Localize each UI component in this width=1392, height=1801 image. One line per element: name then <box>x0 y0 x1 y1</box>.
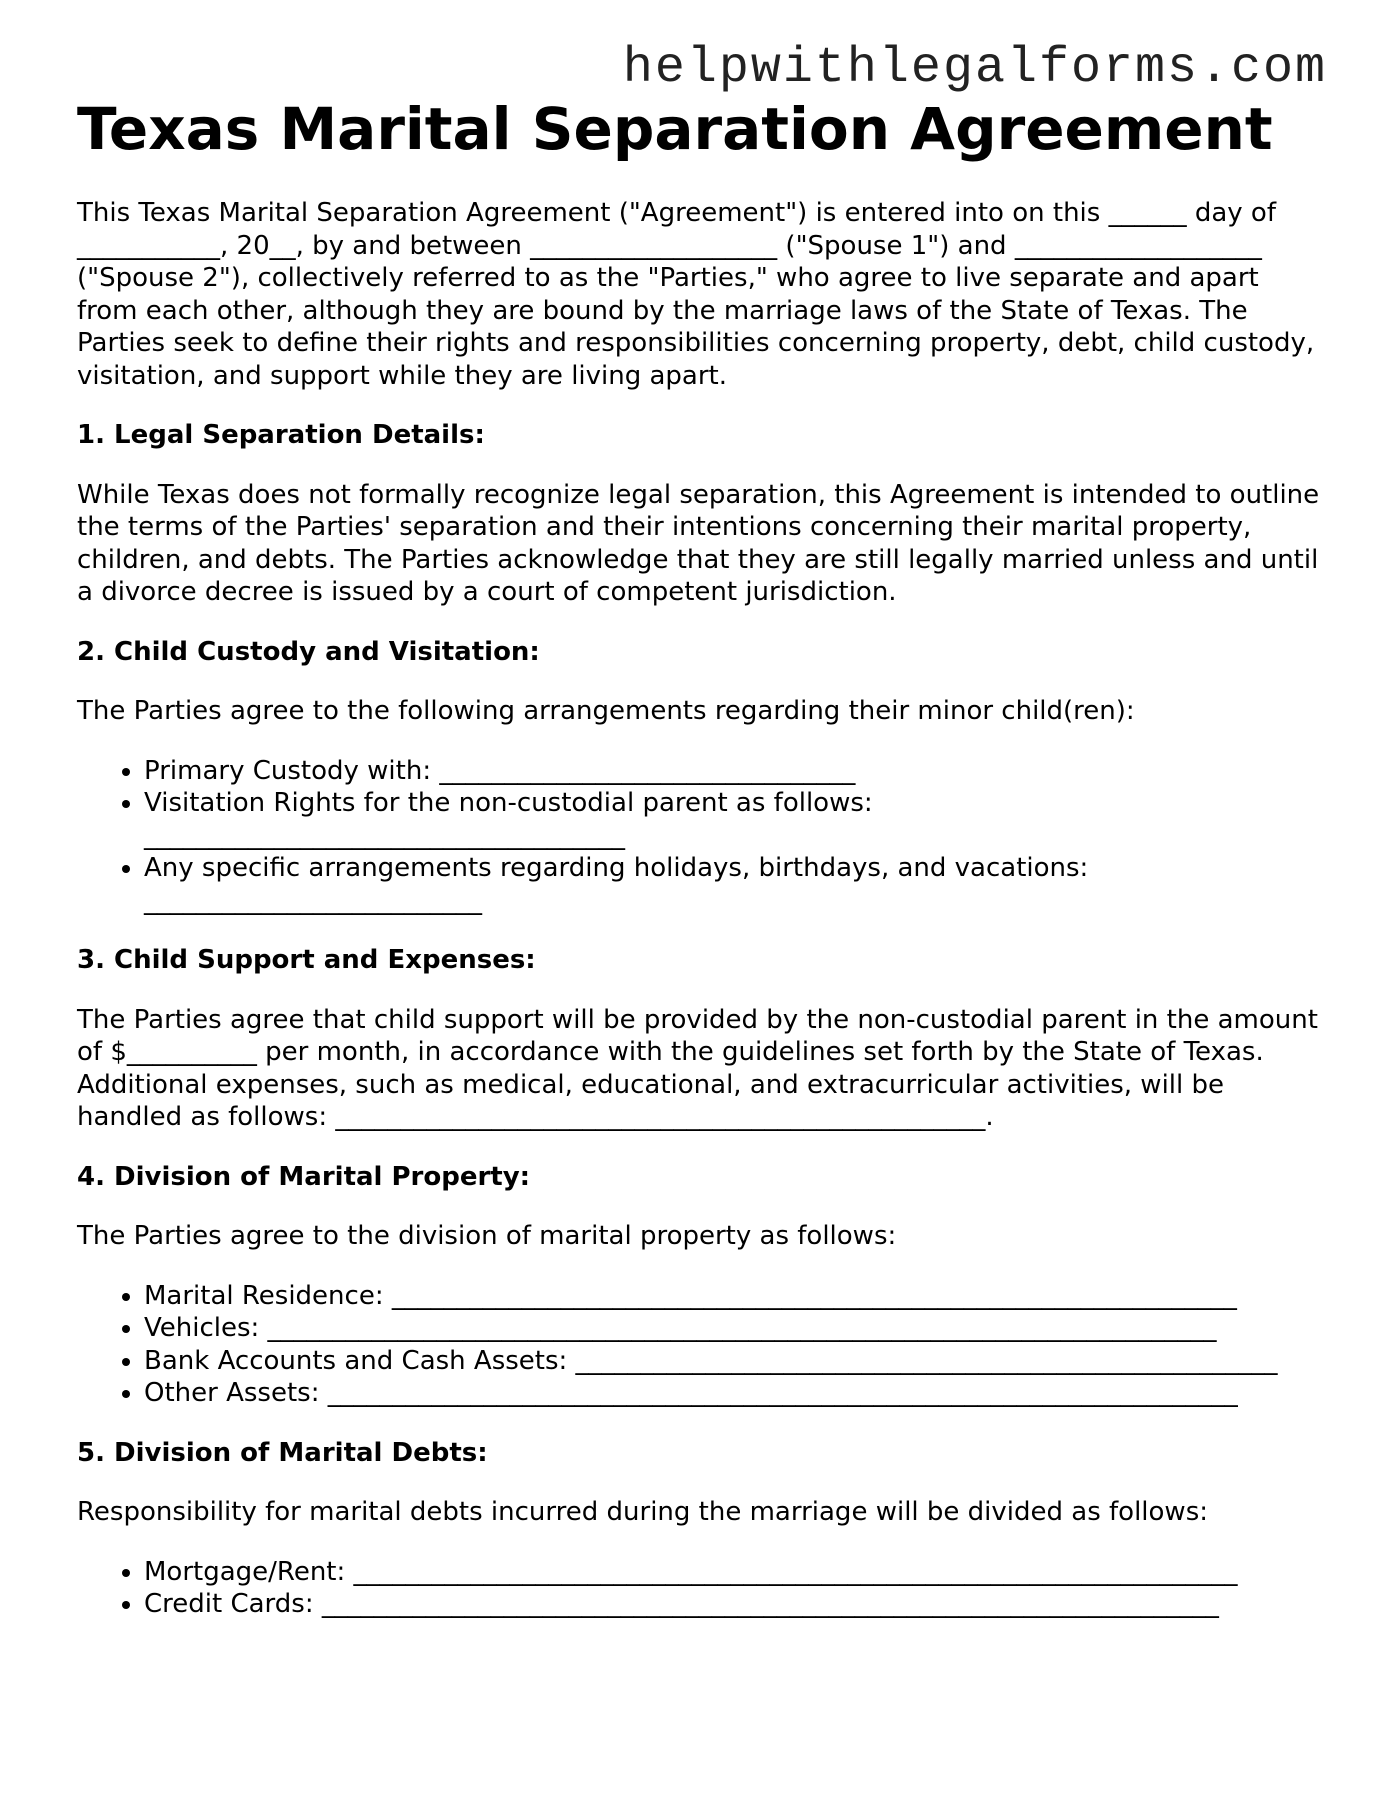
section-body-legal-separation: While Texas does not formally recognize legal separation, this Agreement is intended to outline the terms of the Parties' separation and their intentions concerning their marital property, children, and debts. The Parties acknowledge that they are still legally married unless and until a divorce decree is issued by a court of competent jurisdiction. <box>77 479 1320 607</box>
list-item-credit-cards: • Credit Cards: _____________________________________________________________________ <box>144 1588 1327 1621</box>
section-heading-legal-separation: 1. Legal Separation Details: <box>77 420 485 450</box>
list-item-specific-arrangements: • Any specific arrangements regarding holidays, birthdays, and vacations: __________________________ <box>144 852 1327 917</box>
list-item-primary-custody: • Primary Custody with: ________________________________ <box>144 755 1327 788</box>
list-item-visitation-rights: • Visitation Rights for the non-custodial parent as follows: _____________________________________ <box>144 787 1327 852</box>
document-title: Texas Marital Separation Agreement <box>77 95 1273 163</box>
section-body-child-support: The Parties agree that child support will be provided by the non-custodial parent in the amount of $__________ per month, in accordance with the guidelines set forth by the State of Texas. Additional expenses, such as medical, educational, and extracurricular activities, will be handled as follows: __________________________________________________. <box>77 1004 1318 1132</box>
list-item-other-assets: • Other Assets: ______________________________________________________________________ <box>144 1377 1327 1410</box>
list-item-vehicles: • Vehicles: _________________________________________________________________________ <box>144 1312 1327 1345</box>
section-body-child-custody: The Parties agree to the following arrangements regarding their minor child(ren): <box>77 696 1135 726</box>
section-body-marital-debts: Responsibility for marital debts incurred during the marriage will be divided as follows: <box>77 1497 1208 1527</box>
list-item-marital-residence: • Marital Residence: _________________________________________________________________ <box>144 1280 1327 1313</box>
marital-property-list <box>77 1280 1327 1410</box>
intro-paragraph: This Texas Marital Separation Agreement ("Agreement") is entered into on this ______ day of ___________, 20__, by and between ___________________ ("Spouse 1") and ___________________ ("Spouse 2"), collectively referred to as the "Parties," who agree to live separate and apart from each other, although they are bound by the marriage laws of the State of Texas. The Parties seek to define their rights and responsibilities concerning property, debt, child custody, visitation, and support while they are living apart. <box>77 198 1315 391</box>
document-body <box>77 197 1327 1648</box>
section-heading-child-custody: 2. Child Custody and Visitation: <box>77 636 540 667</box>
site-watermark: helpwithlegalforms.com <box>622 40 1327 97</box>
list-item-mortgage-rent: • Mortgage/Rent: ____________________________________________________________________ <box>144 1556 1327 1589</box>
list-item-bank-accounts: • Bank Accounts and Cash Assets: ______________________________________________________ <box>144 1345 1327 1378</box>
section-heading-child-support: 3. Child Support and Expenses: <box>77 945 536 975</box>
marital-debts-list <box>77 1556 1327 1621</box>
section-body-marital-property: The Parties agree to the division of marital property as follows: <box>77 1221 897 1251</box>
section-heading-marital-property: 4. Division of Marital Property: <box>77 1161 531 1192</box>
section-heading-marital-debts: 5. Division of Marital Debts: <box>77 1437 488 1468</box>
child-custody-list <box>77 755 1327 918</box>
